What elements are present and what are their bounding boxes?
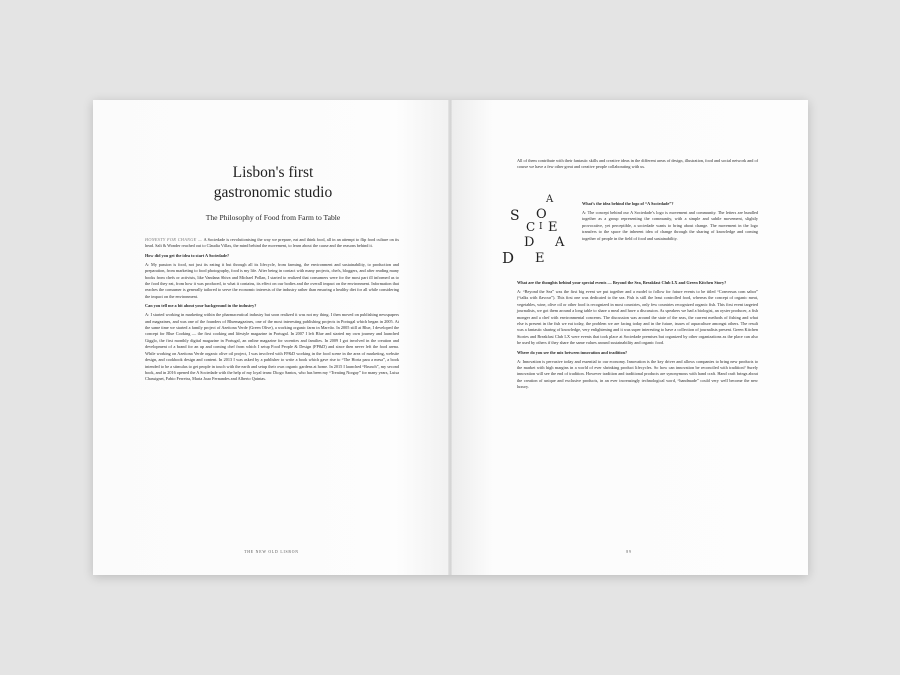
book-gutter xyxy=(448,100,452,575)
article-subtitle: The Philosophy of Food from Farm to Table xyxy=(205,213,341,222)
right-page xyxy=(450,100,808,575)
intro-text: A Sociedade is revolutionising the way we prepare, eat and think food, all in an attempt to flip food culture on its head. Salt & Wonder reached out to Claudia Villax, the mind behind the movement, to learn about the cause and the reasons behind it. xyxy=(145,237,399,249)
right-text-column xyxy=(517,277,758,393)
logo-letter-d2: D xyxy=(502,249,515,267)
sociedade-logo xyxy=(502,195,578,267)
title-line-1: Lisbon's first xyxy=(232,164,314,181)
logo-letter-o: O xyxy=(536,207,547,222)
page-number: 89 xyxy=(626,550,632,554)
logo-question-column xyxy=(582,198,758,245)
lead-in: HONESTY FOR CHANGE — xyxy=(145,237,204,242)
title-line-2: gastronomic studio xyxy=(213,184,333,201)
left-text-column xyxy=(145,237,399,385)
question-5: Where do you see the mix between innovation and tradition? xyxy=(517,349,628,355)
continued-text: All of them contribute with their fantastic skills and creative ideas in the different areas of design, illustration, food and social network and of course we have a few other great and creative people collaborating with us. xyxy=(517,158,758,170)
logo-letter-d1: D xyxy=(524,235,535,250)
logo-letter-a2: A xyxy=(555,235,565,250)
intro-paragraph xyxy=(145,237,399,250)
logo-letter-e2: E xyxy=(535,251,545,266)
logo-letter-a1: A xyxy=(546,194,554,205)
left-page xyxy=(93,100,450,575)
logo-letter-s: S xyxy=(510,208,520,224)
question-2: Can you tell me a bit about your background in the industry? xyxy=(145,303,257,309)
logo-letter-c: C xyxy=(526,220,536,234)
answer-4: A: “Beyond the Sea” was the first big event we put together and a model to follow for future events to be titled “Conversas com sabor” (“talks with flavour”). This first one was dedicated to the sea. Fish is still the least controlled food, whereas the concept of organic meat, vegetables, wine, olive oil or other food is recognized in most countries, only few countries recognized organic fish. This first event targeted journalists, we got them around a long table to share a meal and have a discussion. As speakers we had a biologist, an oyster producer, a fish monger and a chef with environmental concerns. The discussion was around the state of the seas, the current methods of fishing and what else is present in the fish we eat today, the problem we are facing today and in the future, issues of aquaculture amongst others. The result was a fantastic sharing of knowledge, very enlightening and it was super interesting to have a collection of journalists present. Green Kitchen Stories and Breakfast Club LX were events that took place at Sociedade premises but organized by other organizations as the place can also be used by others if they share the same values around sustainability and organic food. xyxy=(517,289,758,346)
logo-letter-e1: E xyxy=(548,220,558,235)
question-1: How did you get the idea to start A Sociedade? xyxy=(145,252,230,258)
question-3: What’s the idea behind the logo of “A Sociedade”? xyxy=(582,201,674,206)
book-spread xyxy=(93,100,808,575)
continued-paragraph xyxy=(517,158,758,173)
answer-5: A: Innovation is pervasive today and essential to our economy. Innovation is the key driver and allows companies to bring new products to the market with high margins in a world of ever shrinking product lifecycles. So how can innovation be reconciled with tradition? Surely innovation will see the end of tradition. However tradition and traditional products are synonymous with hand craft. Hand craft brings about the creation of unique and exclusive products, in an ever increasingly technological word, “handmade” could very well become the new luxury. xyxy=(517,358,758,390)
article-title xyxy=(133,163,413,203)
answer-1: A: My passion is food, not just its eating it but through all its lifecycle, from farming, the environment and sustainability, to production and preparation, from marketing to food photography, food is my life. After being in contact with many projects, chefs, bloggers, and after reading many books from chefs or activists, like Vandana Shiva and Michael Pollan, I started to realized that consumers were for the most part ill informed as to the food they eat, from how it was produced, to what it contains, its effect on our bodies and the overall impact on the environment. Information that reaches the consumer is generally tailored to serve the economic interests of the industry rather than ensuring a healthy diet for all while considering the impact on the environment. xyxy=(145,261,399,299)
answer-2: A: I started working in marketing within the pharmaceutical industry but soon realized it was not my thing. I then moved on publishing newspapers and magazines, and was one of the founders of Bluemagazines, one of the most interesting publishing projects in Portugal which began in 2005. At the same time we started a family project of Azeitona Verde (Green Olive), a working organic farm in Marvão. In 2005 still at Blue, I developed the concept for Blue Cooking — the first cooking and lifestyle magazine in Portugal. In 2007 I left Blue and started my own journey and launched Gigglo, the first monthly digital magazine in Portugal, an online magazine for swenties and families. In 2009 I got involved in the creation and development of a brand for an up and coming chef from which I setup Food People & Design (FP&D) and since then never left the food arena. While working on Azeitona Verde organic olive oil project, I was involved with FP&D working in the food scene in the area of marketing, website design, and cookbook design and content. In 2013 I was asked by a publisher to write a book which gave rise to “The Horta para a mesa”, a book intended to be a stimulus to get people in touch with the earth and setup their own organic gardens at home. In 2015 I launched “Brunch”, my second book, and in 2016 opened the A Sociedade with the help of my loyal team: Diogo Santos, who has been my “Treating Norgay” for many years, Luisa Chassignet, Fabio Ferreira, Maria Joao Fernandes and Alberto Quintas. xyxy=(145,312,399,382)
logo-letter-i: I xyxy=(539,222,543,232)
running-footer: THE NEW OLD LISBON xyxy=(244,550,299,554)
answer-3: A: The concept behind our A Sociedade’s logo is movement and community. The letters are bundled together as a group representing the community, with a simple and subtle movement, slightly provocative, yet perceptible, a sociedade wants to bring about change. The movement in the logo transfers to the space the inherent idea of change through the sharing of knowledge and coming together of people in the field of food and sustainability. xyxy=(582,210,758,241)
question-4: What are the thoughts behind your special events — Beyond the Sea, Breakfast Club LX and Green Kitchen Story? xyxy=(517,280,727,285)
